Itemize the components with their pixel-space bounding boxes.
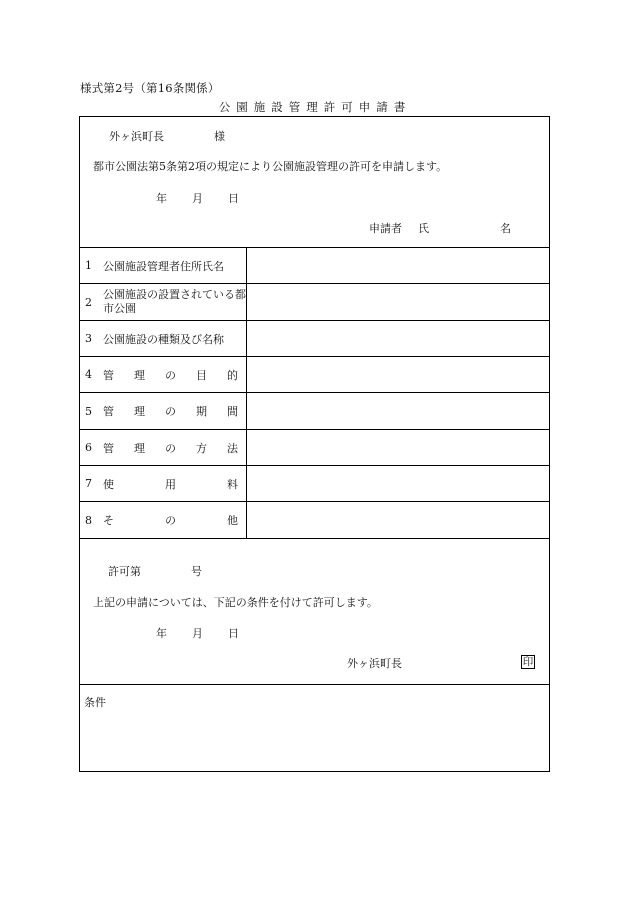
application-statement: 都市公園法第5条第2項の規定により公園施設管理の許可を申請します。 <box>93 160 448 173</box>
row-number: 4 <box>85 368 92 381</box>
value-cell-manager-address-name[interactable] <box>247 248 549 283</box>
row-label: そ の 他 <box>103 514 238 527</box>
form-title: 公園施設管理許可申請書 <box>218 100 412 114</box>
row-number: 8 <box>85 513 92 527</box>
table-row <box>80 284 246 320</box>
conditions-label: 条件 <box>84 696 106 709</box>
table-row <box>80 248 246 283</box>
row-number: 5 <box>85 404 92 418</box>
permit-statement: 上記の申請については、下記の条件を付けて許可します。 <box>93 596 378 609</box>
form-number: 様式第2号（第16条関係） <box>80 81 220 95</box>
value-cell-management-period[interactable] <box>247 393 549 429</box>
value-cell-other[interactable] <box>247 502 549 538</box>
addressee-suffix: 様 <box>214 130 225 143</box>
value-cell-city-park[interactable] <box>247 284 549 320</box>
value-cell-management-method[interactable] <box>247 430 549 465</box>
permit-number-suffix: 号 <box>191 565 202 578</box>
row-label: 管 理 の 期 間 <box>103 405 238 418</box>
permit-number-prefix: 許可第 <box>108 565 141 578</box>
row-number: 2 <box>85 295 92 309</box>
application-date-year: 年 <box>156 192 167 205</box>
row-number: 6 <box>85 441 92 454</box>
applicant-name-last: 名 <box>500 222 511 235</box>
table-row <box>80 321 246 356</box>
value-cell-facility-type-name[interactable] <box>247 321 549 356</box>
conditions-divider <box>80 684 549 685</box>
row-number: 7 <box>85 477 92 490</box>
table-row <box>80 502 246 538</box>
permit-issuer: 外ヶ浜町長 <box>347 657 402 670</box>
table-bottom-line <box>80 538 549 539</box>
applicant-label: 申請者 <box>369 222 402 235</box>
row-number: 3 <box>85 332 92 345</box>
table-row <box>80 430 246 465</box>
row-number: 1 <box>85 259 92 272</box>
row-label: 公園施設の種類及び名称 <box>103 332 224 346</box>
row-label: 公園施設管理者住所氏名 <box>103 259 224 273</box>
row-label: 使 用 料 <box>103 477 238 491</box>
addressee-prefix: 外ヶ浜町長 <box>109 130 164 143</box>
value-cell-usage-fee[interactable] <box>247 466 549 501</box>
applicant-name-first: 氏 <box>418 222 429 235</box>
application-form-frame <box>79 116 550 772</box>
permit-date-day: 日 <box>228 627 239 640</box>
permit-date-month: 月 <box>192 627 203 640</box>
permit-date-year: 年 <box>156 627 167 640</box>
table-row <box>80 357 246 392</box>
row-label: 公園施設の設置されている都市公園 <box>103 288 246 315</box>
application-date-day: 日 <box>228 192 239 205</box>
value-cell-management-purpose[interactable] <box>247 357 549 392</box>
table-row <box>80 466 246 501</box>
row-label: 管 理 の 目 的 <box>103 368 238 382</box>
seal-mark: 印 <box>522 656 534 668</box>
application-date-month: 月 <box>192 192 203 205</box>
conditions-field[interactable] <box>84 712 544 768</box>
table-row <box>80 393 246 429</box>
row-label: 管 理 の 方 法 <box>103 441 238 455</box>
